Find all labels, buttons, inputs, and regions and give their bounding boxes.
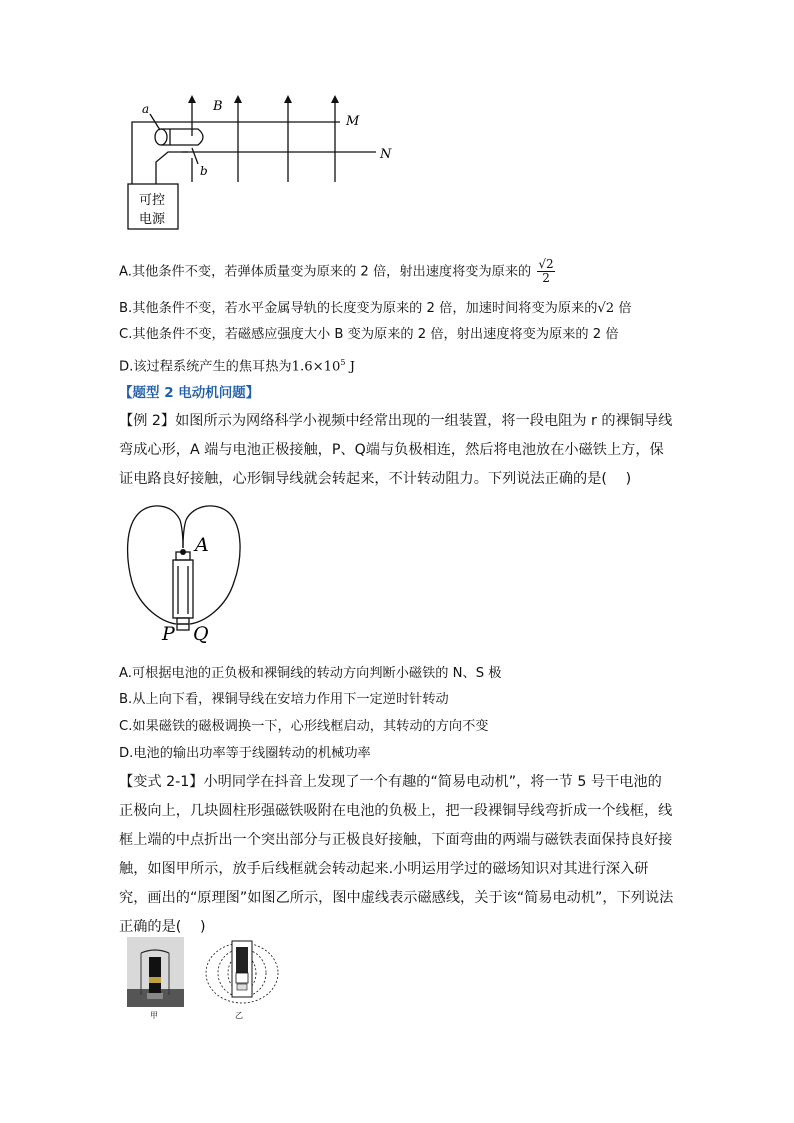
ex2-option-d: D.电池的输出功率等于线圈转动的机械功率: [119, 746, 371, 761]
railgun-figure: [118, 92, 400, 237]
ex2-option-b: B.从上向下看，裸铜导线在安培力作用下一定逆时针转动: [119, 692, 449, 707]
q1-option-c: C.其他条件不变，若磁感应强度大小 B 变为原来的 2 倍，射出速度将变为原来的 2 倍: [119, 327, 619, 342]
q1-option-b: B.其他条件不变，若水平金属导轨的长度变为原来的 2 倍，加速时间将变为原来的√2 倍: [119, 301, 632, 316]
section-heading: 【题型 2 电动机问题】: [119, 385, 260, 401]
caption-jia: 甲: [150, 1011, 158, 1020]
label-Q: Q: [193, 623, 209, 645]
ex2-option-a: A.可根据电池的正负极和裸铜线的转动方向判断小磁铁的 N、S 极: [119, 666, 502, 681]
q1-option-a: A.其他条件不变，若弹体质量变为原来的 2 倍，射出速度将变为原来的 $\frac{√2}{2}$: [119, 257, 554, 285]
label-a: a: [142, 102, 150, 116]
variant-2-1-stem: 【变式 2-1】小明同学在抖音上发现了一个有趣的“简易电动机”，将一节 5 号干电池的正极向上，几块圆柱形强磁铁吸附在电池的负极上，把一段裸铜导线弯折成一个线框，线框上端的中点折出一个突出部分与正极良好接触，下面弯曲的两端与磁铁表面保持良好接触，如图甲所示，放手后线框就会转动起来.小明运用学过的磁场知识对其进行深入研究，画出的“原理图”如图乙所示，图中虚线表示磁感线，关于该“简易电动机”，下列说法正确的是( ): [119, 774, 674, 935]
q1-option-d: D.该过程系统产生的焦耳热为$1.6\times 10^5$ J: [119, 358, 355, 375]
heart-motor-figure: [122, 500, 247, 650]
sqrt2-over-2-fraction: $\frac{√2}{2}$: [538, 257, 554, 285]
label-N: N: [380, 147, 392, 162]
power-label-1: 可控: [139, 193, 166, 208]
label-B: B: [213, 99, 223, 114]
photo-jia: [127, 937, 184, 1007]
power-label-2: 电源: [139, 212, 166, 227]
caption-yi: 乙: [235, 1011, 243, 1020]
diagram-yi: [202, 937, 282, 1007]
label-b: b: [200, 164, 208, 178]
example-2-stem: 【例 2】如图所示为网络科学小视频中经常出现的一组装置，将一段电阻为 r 的裸铜导线弯成心形，A 端与电池正极接触，P、Q端与负极相连，然后将电池放在小磁铁上方，保证电路良好接触，心形铜导线就会转起来，不计转动阻力。下列说法正确的是( ): [119, 413, 673, 487]
label-M: M: [346, 114, 360, 129]
ex2-option-c: C.如果磁铁的磁极调换一下，心形线框启动，其转动的方向不变: [119, 719, 489, 734]
label-A: A: [195, 534, 209, 556]
label-P: P: [162, 623, 175, 645]
